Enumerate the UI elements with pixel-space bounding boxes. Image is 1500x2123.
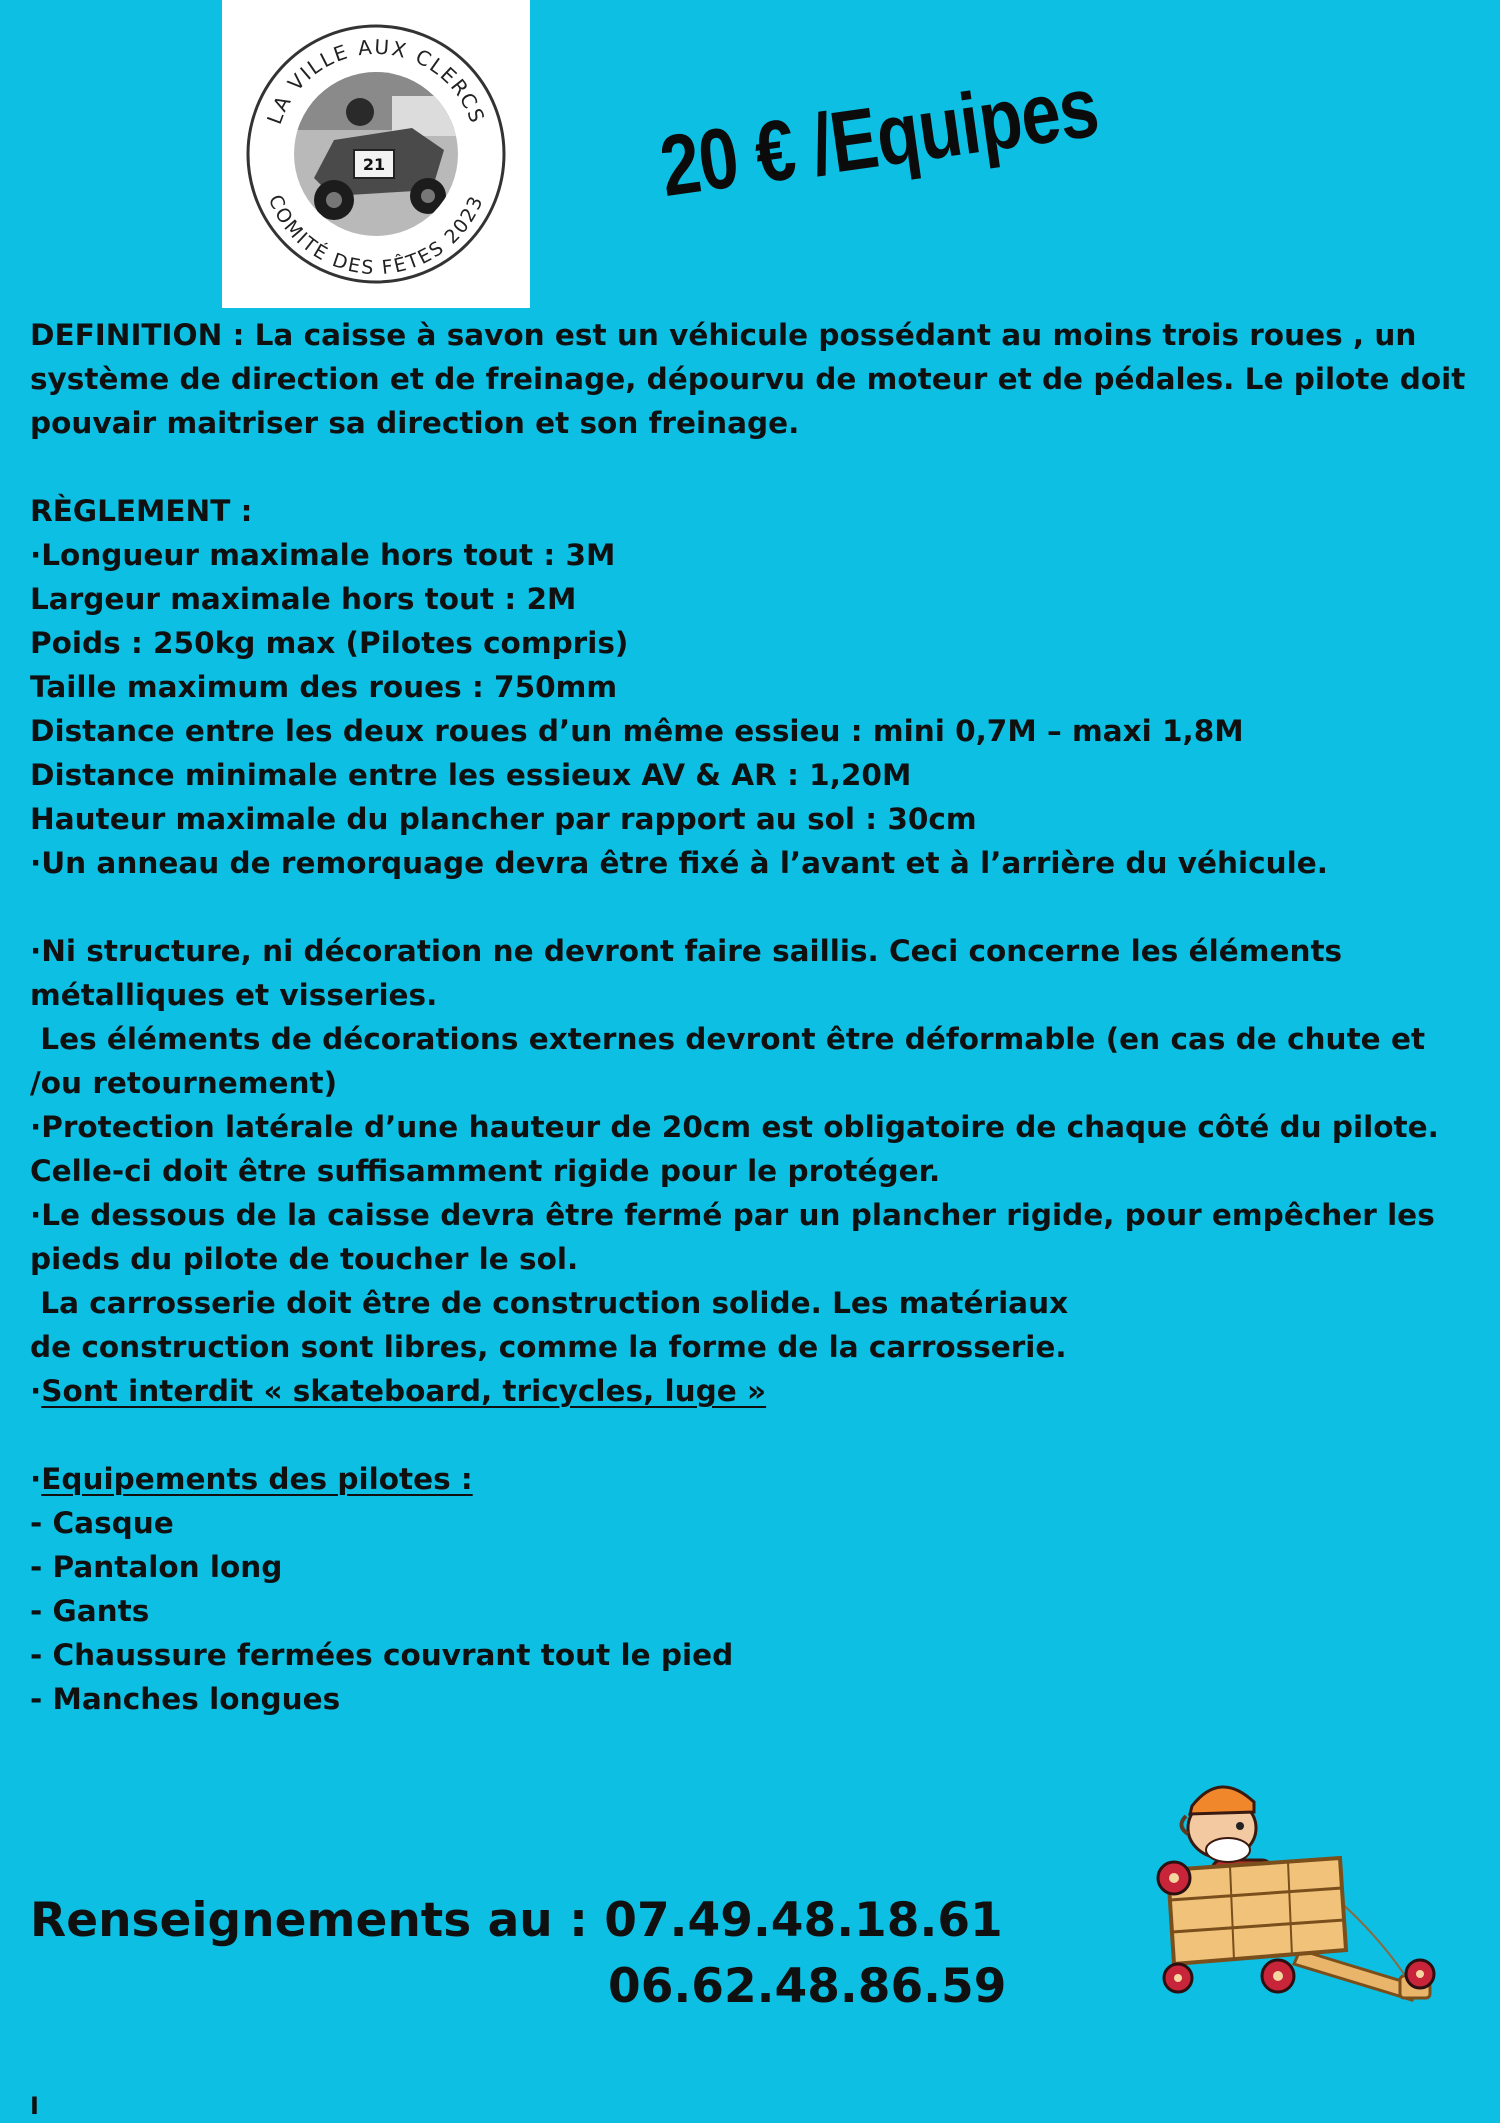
equipment-title-text: Equipements des pilotes : [41,1462,473,1496]
footer-mark: I [30,2092,39,2120]
reglement-item: ·Longueur maximale hors tout : 3M [30,538,616,572]
reglement-item: Distance minimale entre les essieux AV & AR : 1,20M [30,758,912,792]
price-title: 20 € /Equipes [654,58,1104,216]
reglement-item: Largeur maximale hors tout : 2M [30,582,577,616]
reglement-item: Distance entre les deux roues d’un même essieu : mini 0,7M – maxi 1,8M [30,714,1244,748]
rule-bodywork-1: La carrosserie doit être de construction solide. Les matériaux [30,1286,1069,1320]
definition-paragraph: DEFINITION : La caisse à savon est un véhicule possédant au moins trois roues , un système de direction et de freinage, dépourvu de moteur et de pédales. Le pilote doit pouvair maitriser sa direction et son freinage. [30,318,1466,440]
contact-phone-2: 06.62.48.86.59 [608,1959,1007,2014]
soapbox-cart-illustration [1150,1750,1450,2015]
reglement-item: Taille maximum des roues : 750mm [30,670,618,704]
reglement-item: Poids : 250kg max (Pilotes compris) [30,626,629,660]
rules-content [30,313,1485,1721]
rule-side-protection: ·Protection latérale d’une hauteur de 20cm est obligatoire de chaque côté du pilote. Celle-ci doit être suffisamment rigide pour le protéger. [30,1110,1439,1188]
equipment-item: - Manches longues [30,1682,341,1716]
equipment-item: - Casque [30,1506,174,1540]
soapbox-cart-pilot-illustration-icon [1150,1750,1450,2015]
rule-no-protrusion: ·Ni structure, ni décoration ne devront faire saillis. Ceci concerne les éléments métalliques et visseries. [30,934,1343,1012]
rule-deformable-decor: Les éléments de décorations externes devront être déformable (en cas de chute et /ou retournement) [30,1022,1436,1100]
reglement-item: ·Un anneau de remorquage devra être fixé à l’avant et à l’arrière du véhicule. [30,846,1328,880]
equipment-item: - Pantalon long [30,1550,283,1584]
logo-bottom-text: COMITÉ DES FÊTES 2023 [263,191,489,280]
event-logo [222,0,530,308]
rule-floor: ·Le dessous de la caisse devra être fermé par un plancher rigide, pour empêcher les pieds du pilote de toucher le sol. [30,1198,1435,1276]
forbidden-text: Sont interdit « skateboard, tricycles, luge » [41,1374,767,1408]
contact-line-1: Renseignements au : 07.49.48.18.61 [30,1893,1003,1948]
equipment-item: - Chaussure fermées couvrant tout le pied [30,1638,734,1672]
reglement-title: RÈGLEMENT : [30,494,253,528]
equipment-title [30,1457,1485,1501]
soapbox-car-badge-icon [222,0,530,308]
logo-top-text: LA VILLE AUX CLERCS [262,34,490,128]
bullet: · [30,1462,42,1496]
equipment-item: - Gants [30,1594,150,1628]
rule-bodywork-2: de construction sont libres, comme la forme de la carrosserie. [30,1330,1067,1364]
reglement-item: Hauteur maximale du plancher par rapport au sol : 30cm [30,802,977,836]
logo-car-number: 21 [362,155,386,174]
rule-forbidden [30,1369,1485,1413]
bullet: · [30,1374,42,1408]
contact-info [30,1888,1006,2020]
